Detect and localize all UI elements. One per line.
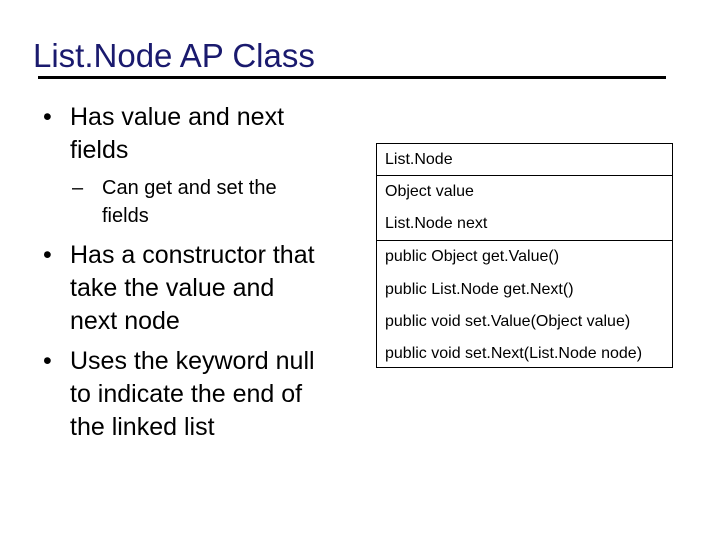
bullet-marker: • — [43, 241, 52, 269]
class-name: List.Node — [385, 151, 453, 168]
sub-bullet-text: Can get and set the — [102, 177, 277, 199]
sub-bullet-item — [102, 174, 352, 230]
bullet-text: fields — [70, 136, 129, 164]
bullet-item — [70, 239, 360, 338]
bullet-marker: • — [43, 103, 52, 131]
bullet-text: Has value and next — [70, 103, 285, 131]
bullet-item — [70, 101, 360, 167]
bullet-text: Has a constructor that — [70, 241, 315, 269]
sub-bullet-marker: – — [72, 177, 84, 199]
bullet-text: to indicate the end of — [70, 380, 303, 408]
method-row: public void set.Next(List.Node node) — [385, 345, 643, 362]
sub-bullet-text: fields — [102, 205, 149, 227]
fields-divider — [377, 240, 672, 241]
page-title: List.Node AP Class — [33, 37, 315, 74]
method-row: public Object get.Value() — [385, 248, 560, 265]
bullet-text: take the value and — [70, 274, 275, 302]
title-underline — [38, 76, 666, 79]
method-row: public void set.Value(Object value) — [385, 313, 631, 330]
bullet-item — [70, 345, 360, 444]
bullet-marker: • — [43, 347, 52, 375]
field-row: List.Node next — [385, 215, 488, 232]
field-row: Object value — [385, 183, 474, 200]
method-row: public List.Node get.Next() — [385, 281, 574, 298]
name-divider — [377, 175, 672, 176]
uml-class-box — [376, 143, 673, 368]
bullet-text: next node — [70, 307, 180, 335]
bullet-text: Uses the keyword null — [70, 347, 315, 375]
bullet-text: the linked list — [70, 413, 215, 441]
